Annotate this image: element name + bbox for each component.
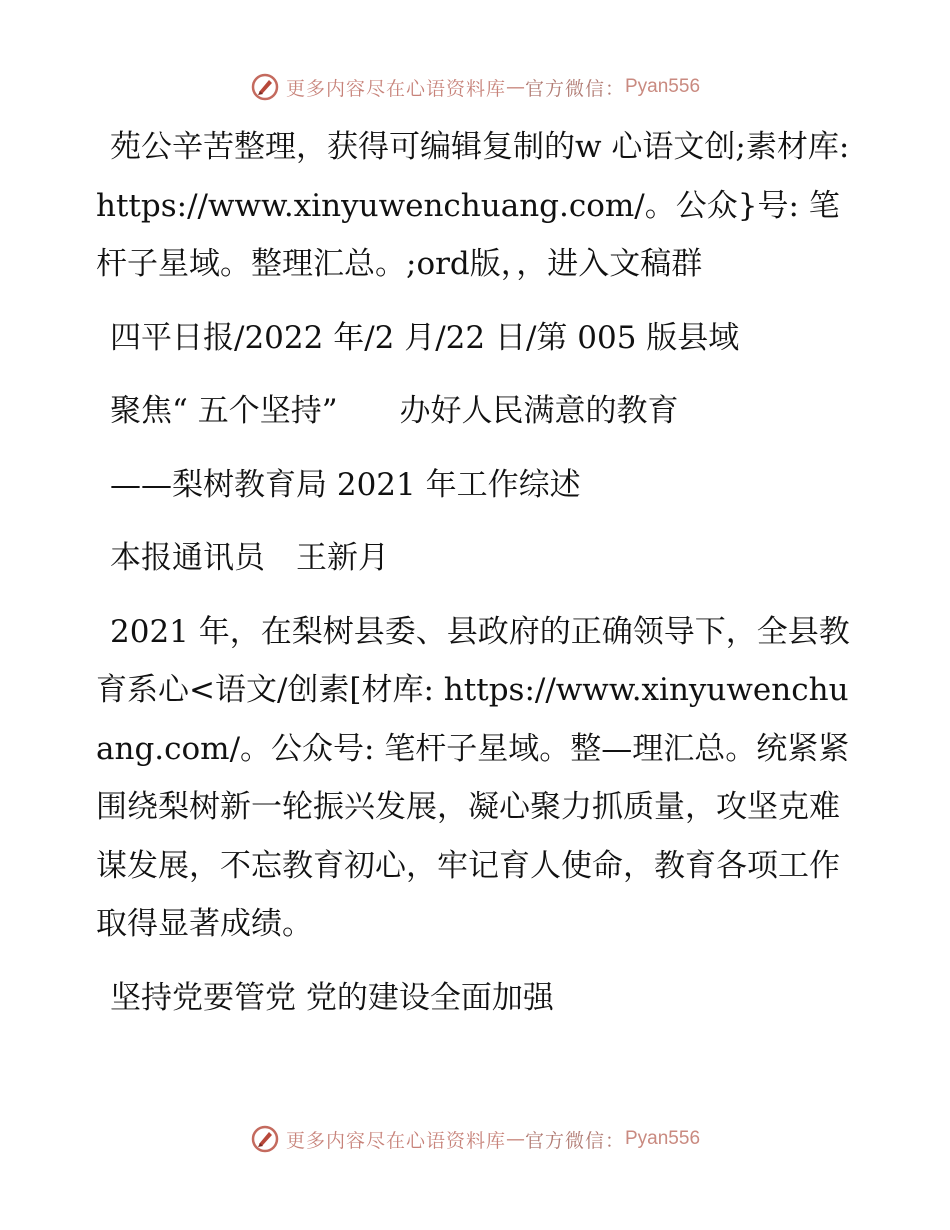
ribbon-pen-icon: [250, 1124, 280, 1154]
article-subtitle: ——梨树教育局 2021 年工作综述: [110, 466, 581, 503]
document-body: [96, 118, 856, 1027]
watermark-separator: —: [505, 76, 525, 98]
watermark-sub-text: 官方微信：: [524, 1129, 625, 1152]
watermark-sub-text: 官方微信：: [524, 77, 625, 100]
watermark-id-text: Pyan556: [625, 1128, 701, 1149]
header-watermark: [0, 72, 950, 102]
intro-paragraph: 苑公辛苦整理，获得可编辑复制的w 心语文创;素材库: https://www.xinyuwenchuang.com/。公众}号: 笔杆子星域。整理汇总。;ord版，，进入文稿群: [96, 129, 850, 282]
watermark-separator: —: [505, 1128, 525, 1150]
article-title: 聚焦“ 五个坚持” 办好人民满意的教育: [110, 393, 679, 429]
ribbon-pen-icon: [250, 72, 280, 102]
footer-watermark: [0, 1124, 950, 1154]
watermark-main-text: 更多内容尽在心语资料库: [285, 77, 506, 100]
watermark-main-text: 更多内容尽在心语资料库: [285, 1129, 506, 1152]
section-heading: 坚持党要管党 党的建设全面加强: [110, 979, 554, 1016]
source-line: 四平日报/2022 年/2 月/22 日/第 005 版县域: [110, 319, 740, 356]
watermark-id-text: Pyan556: [625, 76, 701, 97]
body-paragraph: 2021 年，在梨树县委、县政府的正确领导下，全县教育系心<语文/创素[材库: https://www.xinyuwenchuang.com/。公众号: 笔杆子星域。整—理汇总。统紧紧围绕梨树新一轮振兴发展，凝心聚力抓质量，攻坚克难谋发展，不忘教育初心，牢记育人使命，教育各项工作取得显著成绩。: [96, 613, 850, 942]
author-line: 本报通讯员 王新月: [110, 540, 389, 576]
